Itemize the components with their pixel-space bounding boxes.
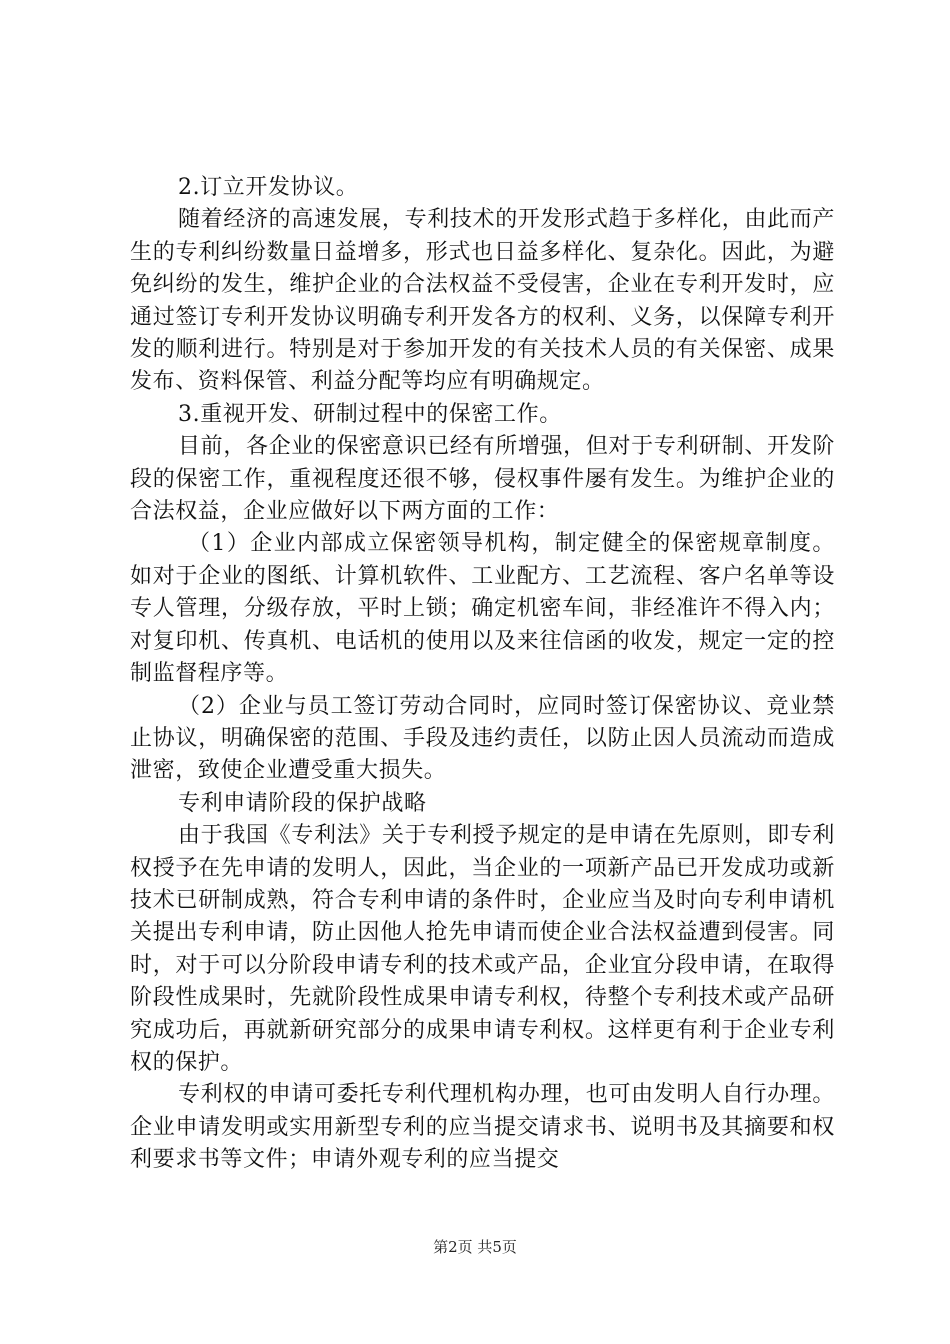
section-heading: 专利申请阶段的保护战略 xyxy=(178,790,427,816)
paragraph: 2.订立开发协议。 xyxy=(178,175,359,200)
paragraph: 目前，各企业的保密意识已经有所增强，但对于专利研制、开发阶段的保密工作，重视程度还很不够，侵权事件屡有发生。为维护企业的合法权益，企业应做好以下两方面的工作： xyxy=(130,434,835,525)
paragraph: （2）企业与员工签订劳动合同时，应同时签订保密协议、竞业禁止协议，明确保密的范围、手段及违约责任，以防止因人员流动而造成泄密，致使企业遭受重大损失。 xyxy=(130,693,835,784)
paragraph: 专利权的申请可委托专利代理机构办理，也可由发明人自行办理。企业申请发明或实用新型专利的应当提交请求书、说明书及其摘要和权利要求书等文件；申请外观专利的应当提交 xyxy=(130,1082,835,1173)
document-body xyxy=(130,172,835,1177)
paragraph: 3.重视开发、研制过程中的保密工作。 xyxy=(178,401,562,427)
paragraph: 由于我国《专利法》关于专利授予规定的是申请在先原则，即专利权授予在先申请的发明人，因此，当企业的一项新产品已开发成功或新技术已研制成熟，符合专利申请的条件时，企业应当及时向专利申请机关提出专利申请，防止因他人抢先申请而使企业合法权益遭到侵害。同时，对于可以分阶段申请专利的技术或产品，企业宜分段申请，在取得阶段性成果时，先就阶段性成果申请专利权，待整个专利技术或产品研究成功后，再就新研究部分的成果申请专利权。这样更有利于企业专利权的保护。 xyxy=(130,823,835,1075)
paragraph: （1）企业内部成立保密领导机构，制定健全的保密规章制度。如对于企业的图纸、计算机软件、工业配方、工艺流程、客户名单等设专人管理，分级存放，平时上锁；确定机密车间，非经准许不得入内；对复印机、传真机、电话机的使用以及来往信函的收发，规定一定的控制监督程序等。 xyxy=(130,531,835,687)
page-number-footer: 第2页 共5页 xyxy=(433,1238,517,1256)
paragraph: 随着经济的高速发展，专利技术的开发形式趋于多样化，由此而产生的专利纠纷数量日益增多，形式也日益多样化、复杂化。因此，为避免纠纷的发生，维护企业的合法权益不受侵害，企业在专利开发时，应通过签订专利开发协议明确专利开发各方的权利、义务，以保障专利开发的顺利进行。特别是对于参加开发的有关技术人员的有关保密、成果发布、资料保管、利益分配等均应有明确规定。 xyxy=(130,207,835,395)
